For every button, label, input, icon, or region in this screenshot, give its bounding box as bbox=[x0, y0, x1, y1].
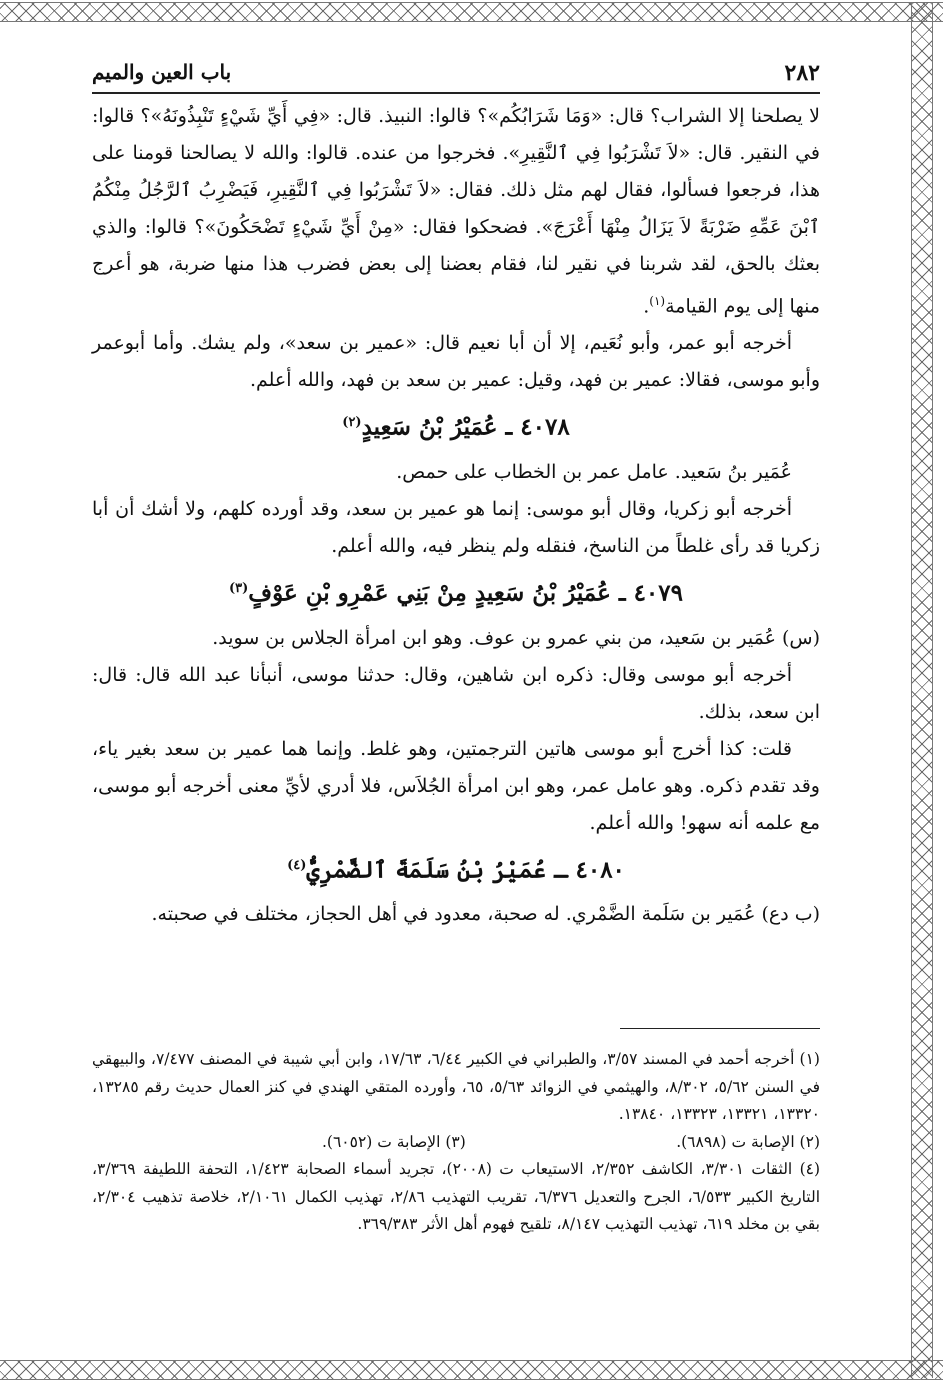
entry-title: ٤٠٧٩ ـ عُمَيْرُ بْنُ سَعِيدٍ مِنْ بَنِي عَمْرِو بْنِ عَوْفٍ bbox=[248, 579, 683, 607]
entry-heading-4078 bbox=[92, 401, 820, 450]
top-border-ornament bbox=[0, 2, 943, 22]
paragraph-comment: قلت: كذا أخرج أبو موسى هاتين الترجمتين، وهو غلط. وإنما هما عمير بن سعد بغير ياء، وقد تقدم ذكره. وهو عامل عمر، وهو ابن امرأة الجُلاَس، فلا أدري لأيِّ معنى أخرجه أبو موسى، مع علمه أنه سهو! والله أعلم. bbox=[92, 737, 820, 834]
paragraph-hadith: لا يصلحنا إلا الشراب؟ قال: «وَمَا شَرَابُكُم»؟ قالوا: النبيذ. قال: «فِي أَيِّ شَيْءٍ تَنْبِذُونَهُ»؟ قالوا: في النقير. قال: «لاَ تَشْرَبُوا فِي ٱلنَّقِيرِ». فخرجوا من عنده. قالوا: والله لا يصالحنا قومنا على هذا، فرجعوا فسألوا، فقال لهم مثل ذلك. فقال: «لاَ تَشْرَبُوا فِي ٱلنَّقِيرِ، فَيَضْرِبُ ٱلرَّجُلُ مِنْكُمُ ٱبْنَ عَمِّهِ ضَرْبَةً لاَ يَزَالُ مِنْهَا أَعْرَجَ». فضحكوا فقال: «مِنْ أَيِّ شَيْءٍ تَضْحَكُونَ»؟ قالوا: والذي بعثك بالحق، لقد شربنا في نقير لنا، فقام بعضنا إلى بعض فضرب هذا منها ضربة، هو أعرج منها إلى يوم القيامة$^{(١)}$. bbox=[92, 105, 820, 318]
page-number: ٢٨٢ bbox=[784, 60, 820, 86]
paragraph-source-2: أخرجه أبو زكريا، وقال أبو موسى: إنما هو عمير بن سعد، وقد أورده كلهم، ولا أشك أن أبا زكريا قد رأى غلطاً من الناسخ، فنقله ولم ينظر فيه، والله أعلم. bbox=[92, 497, 820, 557]
footnote-ref-1: (١) bbox=[649, 294, 666, 308]
right-border-ornament bbox=[911, 2, 933, 1378]
page-body bbox=[92, 52, 820, 933]
footnote-2: (٢) الإصابة ت (٦٨٩٨). bbox=[676, 1132, 820, 1151]
entry-title: ٤٠٧٨ ـ عُمَيْرُ بْنُ سَعِيدٍ bbox=[361, 413, 570, 441]
footnote-4: (٤) الثقات ٣/٣٠١، الكاشف ٢/٣٥٢، الاستيعاب ت (٢٠٠٨)، تجريد أسماء الصحابة ١/٤٢٣، التحفة اللطيفة ٣/٣٦٩، التاريخ الكبير ٦/٥٣٣، الجرح والتعديل ٦/٣٧٦، تقريب التهذيب ٢/٨٦، تهذيب الكمال ٢/١٠٦١، خلاصة تذهيب ٢/٣٠٤، بقي بن مخلد ٦١٩، تهذيب التهذيب ٨/١٤٧، تلقيح فهوم أهل الأثر ٣٦٩/٣٨٣. bbox=[92, 1160, 821, 1233]
footnote-ref-2: (٢) bbox=[342, 415, 362, 431]
entry-title: ٤٠٨٠ ـ عُمَيْرُ بْنُ سَلَمَةَ ٱلضَّمْرِيُّ bbox=[306, 856, 625, 884]
bottom-border-ornament bbox=[0, 1360, 943, 1380]
paragraph-entry-4080: (ب دع) عُمَير بن سَلَمة الضَّمْري. له صحبة، معدود في أهل الحجاز، مختلف في صحبته. bbox=[151, 903, 820, 926]
paragraph-source-3: أخرجه أبو موسى وقال: ذكره ابن شاهين، وقال: حدثنا موسى، أنبأنا عبد الله قال: قال: ابن سعد، بذلك. bbox=[92, 663, 820, 723]
entry-heading-4079 bbox=[92, 567, 820, 616]
page-header bbox=[92, 52, 820, 94]
footnote-ref-3: (٣) bbox=[229, 580, 249, 596]
paragraph-source-1: أخرجه أبو عمر، وأبو نُعَيم، إلا أن أبا نعيم قال: «عمير بن سعد»، ولم يشك. وأما أبوعمر وأبو موسى، فقالا: عمير بن فهد، وقيل: عمير بن سعد بن فهد، والله أعلم. bbox=[92, 332, 820, 392]
entry-heading-4080 bbox=[92, 844, 820, 893]
paragraph-text: لا يصلحنا إلا الشراب؟ قال: «وَمَا شَرَابُكُم»؟ قالوا: النبيذ. قال: «فِي أَيِّ شَيْءٍ تَنْبِذُونَهُ»؟ قالوا: في النقير. قال: «لاَ تَشْرَبُوا فِي ٱلنَّقِيرِ». فخرجوا من عنده. قالوا: والله لا يصالحنا قومنا على هذا، فرجعوا فسألوا، فقال لهم مثل ذلك. فقال: «لاَ تَشْرَبُوا فِي ٱلنَّقِيرِ، فَيَضْرِبُ ٱلرَّجُلُ مِنْكُمُ ٱبْنَ عَمِّهِ ضَرْبَةً لاَ يَزَالُ مِنْهَا أَعْرَجَ». فضحكوا فقال: «مِنْ أَيِّ شَيْءٍ تَضْحَكُونَ»؟ قالوا: والذي بعثك بالحق، لقد شربنا في نقير لنا، فقام بعضنا إلى بعض فضرب هذا منها ضربة، هو أعرج منها إلى يوم القيامة bbox=[92, 105, 820, 318]
paragraph-entry-4078: عُمَير بنُ سَعيد. عامل عمر بن الخطاب على حمص. bbox=[396, 460, 792, 483]
footnote-ref-4: (٤) bbox=[287, 857, 307, 873]
footnote-1: (١) أخرجه أحمد في المسند ٣/٥٧، والطبراني في الكبير ٦/٤٤، ١٧/٦٣، وابن أبي شيبة في المصنف ٧/٤٧٧، والبيهقي في السنن ٥/٦٢، ٨/٣٠٢، والهيثمي في الزوائد ٥/٦٣، ٦٥، وأورده المتقي الهندي في كنز العمال حديث رقم ١٣٢٨٥، ١٣٣٢٠، ١٣٣٢١، ١٣٣٢٣، ١٣٨٤٠. bbox=[92, 1050, 821, 1123]
footnote-separator bbox=[620, 1028, 820, 1029]
footnote-3: (٣) الإصابة ت (٦٠٥٢). bbox=[322, 1132, 466, 1151]
paragraph-entry-4079: (س) عُمَير بن سَعيد، من بني عمرو بن عوف. وهو ابن امرأة الجلاس بن سويد. bbox=[212, 626, 820, 649]
footnotes bbox=[92, 1046, 820, 1239]
running-title: باب العين والميم bbox=[92, 60, 232, 84]
footnote-row-2-3 bbox=[92, 1129, 820, 1157]
